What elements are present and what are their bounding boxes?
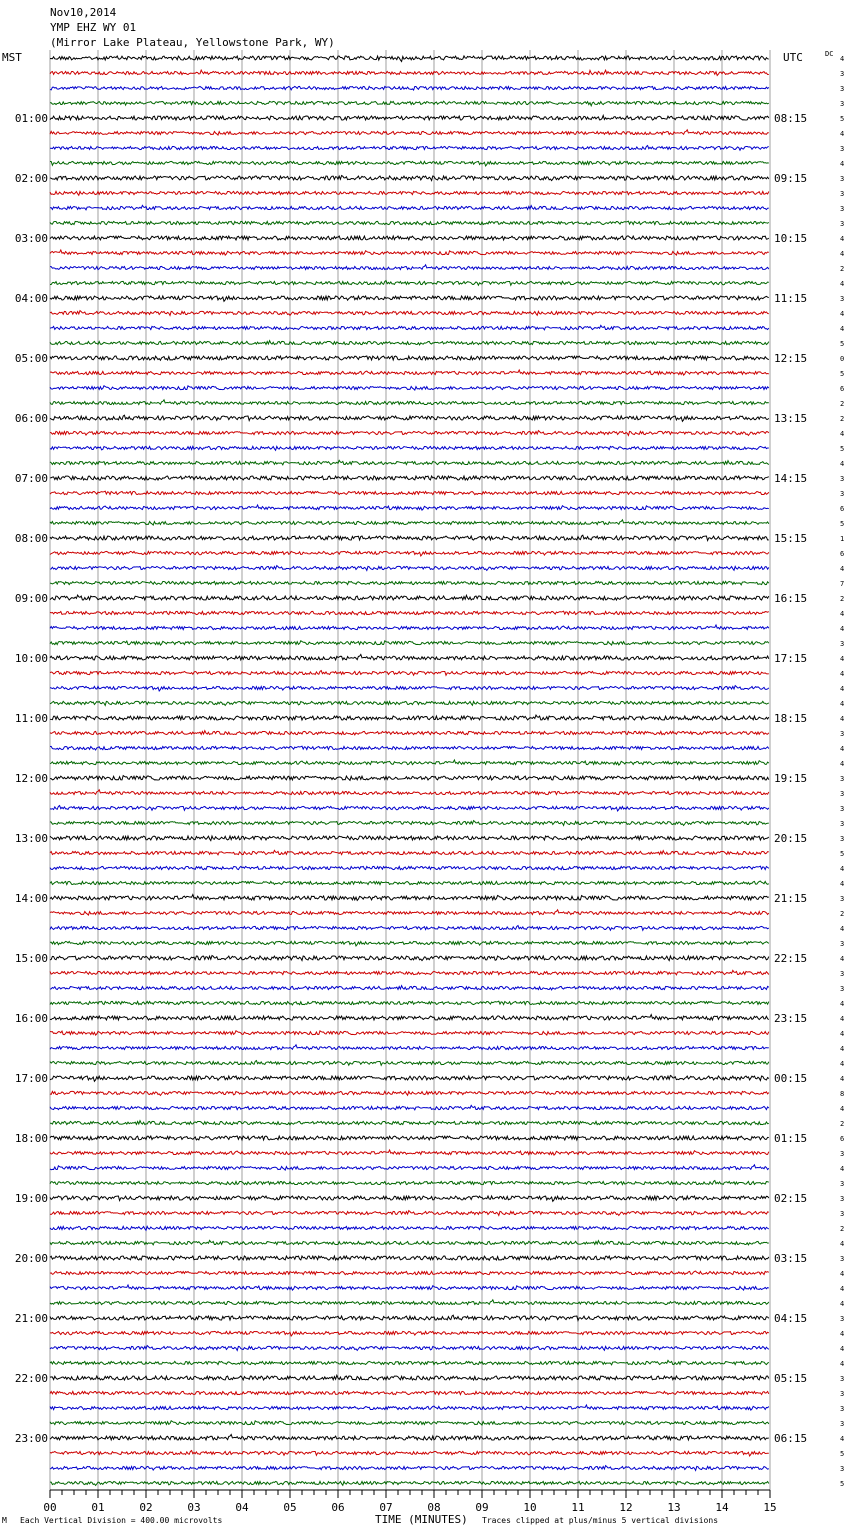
dc-offset-value: 3	[840, 1255, 845, 1263]
dc-offset-value: 3	[840, 70, 845, 78]
trace-row-14	[50, 265, 769, 270]
left-hour-label: 06:00	[14, 412, 48, 425]
dc-offset-value: 4	[840, 280, 845, 288]
dc-offset-value: 4	[840, 55, 845, 63]
dc-offset-value: 3	[840, 985, 845, 993]
right-hour-label: 23:15	[774, 1012, 808, 1025]
right-hour-label: 13:15	[774, 412, 808, 425]
left-hour-labels	[15, 112, 48, 1445]
trace-row-57	[50, 910, 769, 915]
dc-offset-value: 4	[840, 130, 845, 138]
trace-row-52	[50, 836, 769, 841]
dc-offset-value: 4	[840, 1435, 845, 1443]
dc-offset-value: 5	[840, 520, 845, 528]
dc-offset-value: 3	[840, 1195, 845, 1203]
right-hour-label: 20:15	[774, 832, 808, 845]
trace-row-75	[50, 1181, 769, 1185]
dc-offset-value: 2	[840, 415, 845, 423]
right-hour-label: 00:15	[774, 1072, 808, 1085]
x-tick-label: 04	[235, 1501, 249, 1514]
left-hour-label: 12:00	[14, 772, 48, 785]
trace-row-2	[50, 86, 769, 90]
dc-offset-value: 4	[840, 715, 845, 723]
trace-row-45	[50, 731, 769, 735]
dc-offset-value: 4	[840, 700, 845, 708]
x-tick-label: 12	[619, 1501, 633, 1514]
trace-row-32	[50, 535, 769, 540]
dc-offset-value: 6	[840, 385, 845, 393]
dc-offset-value: 2	[840, 595, 845, 603]
dc-offset-value: 4	[840, 325, 845, 333]
dc-offset-value: 1	[840, 535, 845, 543]
dc-offset-value: 4	[840, 955, 845, 963]
dc-offset-value: 3	[840, 1180, 845, 1188]
dc-offset-value: 4	[840, 745, 845, 753]
dc-offset-value: 5	[840, 1450, 845, 1458]
trace-row-85	[50, 1331, 769, 1336]
left-hour-label: 22:00	[14, 1372, 48, 1385]
trace-row-15	[50, 281, 769, 286]
trace-row-49	[50, 790, 769, 795]
trace-row-36	[50, 595, 769, 600]
dc-offset-value: 3	[840, 790, 845, 798]
left-hour-label: 19:00	[14, 1192, 48, 1205]
dc-offset-value: 4	[840, 160, 845, 168]
dc-offset-value: 4	[840, 250, 845, 258]
dc-offset-value: 3	[840, 1390, 845, 1398]
left-hour-label: 05:00	[14, 352, 48, 365]
dc-offset-value: 3	[840, 730, 845, 738]
trace-row-82	[50, 1285, 769, 1290]
clip-note: Traces clipped at plus/minus 5 vertical divisions	[482, 1516, 719, 1525]
trace-row-55	[50, 881, 769, 885]
trace-row-9	[50, 191, 769, 195]
trace-row-47	[50, 760, 769, 765]
dc-offset-value: 3	[840, 1465, 845, 1473]
dc-offset-value: 4	[840, 1165, 845, 1173]
x-tick-label: 09	[475, 1501, 489, 1514]
left-hour-label: 02:00	[14, 172, 48, 185]
trace-row-76	[50, 1196, 769, 1201]
trace-row-71	[50, 1121, 769, 1125]
dc-offset-value: 4	[840, 1000, 845, 1008]
dc-offset-value: 4	[840, 880, 845, 888]
left-hour-label: 03:00	[14, 232, 48, 245]
trace-row-59	[50, 941, 769, 946]
dc-offset-value: 3	[840, 835, 845, 843]
trace-row-73	[50, 1150, 769, 1155]
trace-row-65	[50, 1031, 769, 1035]
dc-offset-value: 4	[840, 1240, 845, 1248]
trace-row-16	[50, 296, 769, 301]
trace-row-93	[50, 1451, 769, 1456]
dc-label: DC	[825, 50, 834, 58]
dc-offset-value: 4	[840, 685, 845, 693]
dc-offset-value: 4	[840, 1045, 845, 1053]
x-tick-label: 00	[43, 1501, 57, 1514]
dc-offset-value: 5	[840, 1480, 845, 1488]
dc-offset-value: 3	[840, 1420, 845, 1428]
trace-row-5	[50, 130, 769, 135]
trace-row-78	[50, 1226, 769, 1230]
trace-row-56	[50, 895, 769, 901]
trace-row-94	[50, 1466, 769, 1471]
trace-row-69	[50, 1091, 769, 1095]
trace-row-63	[50, 1001, 769, 1005]
dc-offset-values	[840, 55, 844, 1488]
trace-row-25	[50, 431, 769, 436]
x-tick-label: 05	[283, 1501, 297, 1514]
dc-offset-value: 4	[840, 625, 845, 633]
dc-offset-value: 4	[840, 1360, 845, 1368]
dc-offset-value: 4	[840, 1075, 845, 1083]
dc-offset-value: 4	[840, 670, 845, 678]
x-tick-label: 01	[91, 1501, 105, 1514]
left-hour-label: 01:00	[14, 112, 48, 125]
right-timezone-label: UTC	[783, 51, 803, 64]
trace-row-66	[50, 1045, 769, 1050]
x-tick-label: 08	[427, 1501, 441, 1514]
trace-row-26	[50, 446, 769, 450]
left-hour-label: 08:00	[14, 532, 48, 545]
trace-row-29	[50, 491, 769, 495]
trace-row-61	[50, 970, 769, 974]
dc-offset-value: 4	[840, 865, 845, 873]
dc-offset-value: 4	[840, 1060, 845, 1068]
trace-row-33	[50, 551, 769, 556]
right-hour-label: 15:15	[774, 532, 808, 545]
trace-row-0	[50, 56, 769, 62]
dc-offset-value: 3	[840, 190, 845, 198]
trace-row-81	[50, 1271, 769, 1275]
dc-offset-value: 4	[840, 1015, 845, 1023]
right-hour-label: 18:15	[774, 712, 808, 725]
trace-row-1	[50, 70, 769, 75]
right-hour-label: 22:15	[774, 952, 808, 965]
dc-offset-value: 4	[840, 1030, 845, 1038]
right-hour-label: 03:15	[774, 1252, 808, 1265]
dc-offset-value: 4	[840, 460, 845, 468]
right-hour-label: 21:15	[774, 892, 808, 905]
dc-offset-value: 3	[840, 640, 845, 648]
trace-row-10	[50, 205, 769, 209]
trace-row-53	[50, 850, 769, 854]
dc-offset-value: 3	[840, 775, 845, 783]
x-tick-label: 03	[187, 1501, 201, 1514]
trace-row-28	[50, 476, 769, 480]
trace-row-21	[50, 370, 769, 375]
header-date: Nov10,2014	[50, 6, 117, 19]
trace-row-68	[50, 1075, 769, 1081]
dc-offset-value: 3	[840, 970, 845, 978]
trace-row-37	[50, 611, 769, 615]
dc-offset-value: 4	[840, 1345, 845, 1353]
right-hour-labels	[774, 112, 807, 1445]
dc-offset-value: 3	[840, 805, 845, 813]
left-hour-label: 23:00	[14, 1432, 48, 1445]
dc-offset-value: 3	[840, 175, 845, 183]
x-tick-label: 06	[331, 1501, 345, 1514]
left-timezone-label: MST	[2, 51, 22, 64]
dc-offset-value: 4	[840, 1285, 845, 1293]
dc-offset-value: 6	[840, 505, 845, 513]
dc-offset-value: 5	[840, 115, 845, 123]
trace-row-17	[50, 311, 769, 316]
trace-row-91	[50, 1421, 769, 1425]
trace-row-7	[50, 161, 769, 166]
dc-offset-value: 3	[840, 85, 845, 93]
trace-row-39	[50, 641, 769, 645]
dc-offset-value: 3	[840, 1210, 845, 1218]
trace-row-35	[50, 581, 769, 584]
dc-offset-value: 4	[840, 760, 845, 768]
dc-offset-value: 5	[840, 340, 845, 348]
right-hour-label: 08:15	[774, 112, 808, 125]
dc-offset-value: 4	[840, 1300, 845, 1308]
dc-offset-value: 4	[840, 430, 845, 438]
trace-row-43	[50, 701, 769, 705]
trace-row-42	[50, 686, 769, 691]
right-hour-label: 01:15	[774, 1132, 808, 1145]
right-hour-label: 14:15	[774, 472, 808, 485]
dc-offset-value: 6	[840, 550, 845, 558]
trace-row-92	[50, 1434, 769, 1440]
dc-offset-value: 0	[840, 355, 845, 363]
dc-offset-value: 3	[840, 1375, 845, 1383]
dc-offset-value: 4	[840, 1330, 845, 1338]
dc-offset-value: 8	[840, 1090, 845, 1098]
right-hour-label: 10:15	[774, 232, 808, 245]
trace-row-86	[50, 1346, 769, 1351]
left-hour-label: 18:00	[14, 1132, 48, 1145]
trace-row-8	[50, 175, 769, 180]
trace-row-87	[50, 1360, 769, 1364]
dc-offset-value: 4	[840, 235, 845, 243]
trace-row-67	[50, 1061, 769, 1066]
left-hour-label: 04:00	[14, 292, 48, 305]
trace-row-84	[50, 1315, 769, 1320]
trace-row-48	[50, 776, 769, 781]
dc-offset-value: 4	[840, 925, 845, 933]
seismic-traces	[50, 56, 769, 1485]
trace-row-60	[50, 955, 769, 960]
dc-offset-value: 2	[840, 1120, 845, 1128]
dc-offset-value: 5	[840, 370, 845, 378]
trace-row-12	[50, 236, 769, 240]
trace-row-20	[50, 356, 769, 360]
trace-row-90	[50, 1405, 769, 1410]
trace-row-58	[50, 926, 769, 931]
header-station: YMP EHZ WY 01	[50, 21, 137, 34]
dc-offset-value: 3	[840, 1315, 845, 1323]
corner-mark: M	[2, 1516, 7, 1525]
trace-row-22	[50, 386, 769, 390]
dc-offset-value: 3	[840, 895, 845, 903]
dc-offset-value: 5	[840, 850, 845, 858]
trace-row-46	[50, 746, 769, 750]
trace-row-34	[50, 566, 769, 571]
trace-row-51	[50, 821, 769, 826]
scale-note: Each Vertical Division = 400.00 microvolts	[20, 1516, 223, 1525]
dc-offset-value: 3	[840, 940, 845, 948]
dc-offset-value: 4	[840, 1270, 845, 1278]
left-hour-label: 21:00	[14, 1312, 48, 1325]
trace-row-41	[50, 671, 769, 676]
dc-offset-value: 3	[840, 205, 845, 213]
left-hour-label: 20:00	[14, 1252, 48, 1265]
trace-row-38	[50, 625, 769, 630]
left-hour-label: 07:00	[14, 472, 48, 485]
dc-offset-value: 2	[840, 400, 845, 408]
trace-row-40	[50, 654, 769, 660]
trace-row-64	[50, 1015, 769, 1020]
x-tick-label: 10	[523, 1501, 537, 1514]
dc-offset-value: 4	[840, 310, 845, 318]
trace-row-70	[50, 1105, 769, 1109]
header-location: (Mirror Lake Plateau, Yellowstone Park, WY)	[50, 36, 335, 49]
left-hour-label: 16:00	[14, 1012, 48, 1025]
dc-offset-value: 3	[840, 475, 845, 483]
trace-row-74	[50, 1165, 769, 1170]
right-hour-label: 04:15	[774, 1312, 808, 1325]
trace-row-19	[50, 341, 769, 345]
dc-offset-value: 4	[840, 655, 845, 663]
trace-row-80	[50, 1256, 769, 1260]
left-hour-label: 10:00	[14, 652, 48, 665]
left-hour-label: 11:00	[14, 712, 48, 725]
dc-offset-value: 3	[840, 1405, 845, 1413]
dc-offset-value: 3	[840, 100, 845, 108]
trace-row-89	[50, 1391, 769, 1395]
left-hour-label: 09:00	[14, 592, 48, 605]
trace-row-79	[50, 1240, 769, 1244]
dc-offset-value: 7	[840, 580, 845, 588]
trace-row-44	[50, 715, 769, 720]
left-hour-label: 15:00	[14, 952, 48, 965]
trace-row-88	[50, 1375, 769, 1380]
dc-offset-value: 5	[840, 445, 845, 453]
trace-row-11	[50, 221, 769, 225]
dc-offset-value: 4	[840, 565, 845, 573]
dc-offset-value: 4	[840, 1105, 845, 1113]
dc-offset-value: 6	[840, 1135, 845, 1143]
x-tick-label: 15	[763, 1501, 777, 1514]
x-axis-title: TIME (MINUTES)	[375, 1513, 468, 1526]
trace-row-54	[50, 866, 769, 870]
right-hour-label: 09:15	[774, 172, 808, 185]
dc-offset-value: 3	[840, 220, 845, 228]
trace-row-24	[50, 415, 769, 421]
trace-row-95	[50, 1481, 769, 1485]
right-hour-label: 12:15	[774, 352, 808, 365]
dc-offset-value: 3	[840, 1150, 845, 1158]
trace-row-72	[50, 1136, 769, 1140]
right-hour-label: 02:15	[774, 1192, 808, 1205]
trace-row-18	[50, 325, 769, 329]
x-axis	[43, 1490, 776, 1514]
trace-row-83	[50, 1300, 769, 1305]
trace-row-13	[50, 250, 769, 255]
trace-row-27	[50, 460, 769, 464]
trace-row-4	[50, 115, 769, 120]
dc-offset-value: 4	[840, 610, 845, 618]
x-tick-label: 11	[571, 1501, 585, 1514]
trace-row-31	[50, 520, 769, 525]
x-tick-label: 07	[379, 1501, 393, 1514]
dc-offset-value: 3	[840, 145, 845, 153]
x-tick-label: 13	[667, 1501, 681, 1514]
right-hour-label: 05:15	[774, 1372, 808, 1385]
dc-offset-value: 2	[840, 265, 845, 273]
right-hour-label: 16:15	[774, 592, 808, 605]
trace-row-30	[50, 505, 769, 510]
trace-row-77	[50, 1211, 769, 1216]
left-hour-label: 17:00	[14, 1072, 48, 1085]
trace-row-23	[50, 400, 769, 405]
trace-row-3	[50, 101, 769, 106]
trace-row-62	[50, 986, 769, 990]
right-hour-label: 17:15	[774, 652, 808, 665]
trace-row-6	[50, 146, 769, 151]
dc-offset-value: 3	[840, 490, 845, 498]
x-tick-label: 02	[139, 1501, 153, 1514]
dc-offset-value: 2	[840, 910, 845, 918]
dc-offset-value: 3	[840, 295, 845, 303]
x-tick-label: 14	[715, 1501, 729, 1514]
right-hour-label: 19:15	[774, 772, 808, 785]
right-hour-label: 11:15	[774, 292, 808, 305]
trace-row-50	[50, 806, 769, 811]
left-hour-label: 14:00	[14, 892, 48, 905]
dc-offset-value: 2	[840, 1225, 845, 1233]
left-hour-label: 13:00	[14, 832, 48, 845]
right-hour-label: 06:15	[774, 1432, 808, 1445]
dc-offset-value: 3	[840, 820, 845, 828]
